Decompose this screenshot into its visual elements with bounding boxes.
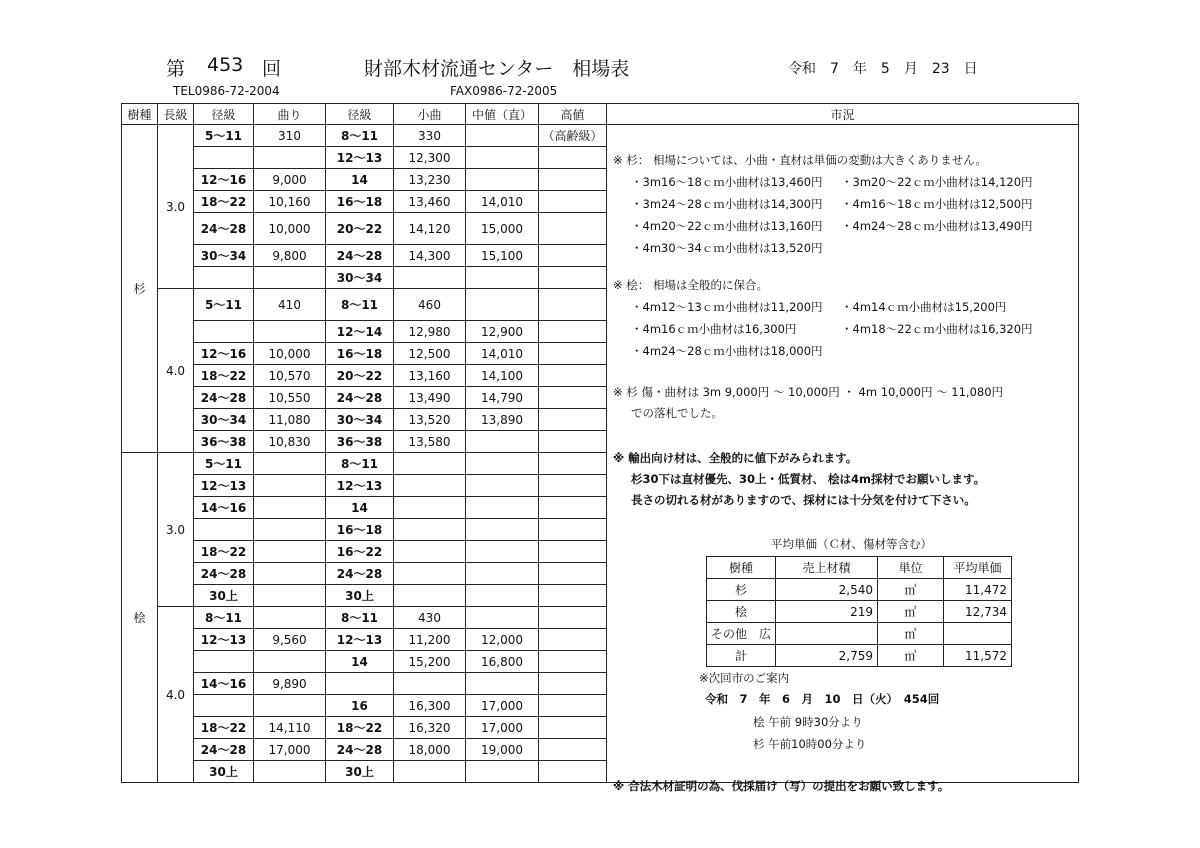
small-curve-price-cell xyxy=(394,453,466,475)
small-curve-price-cell: 460 xyxy=(394,289,466,321)
market-hinoki-head: ※ 桧： 相場は全般的に保合。 xyxy=(613,278,768,292)
diameter-a-cell: 18〜22 xyxy=(194,191,254,213)
avg-cell: その他 広 xyxy=(707,623,776,645)
high-price-cell xyxy=(539,147,607,169)
high-price-cell xyxy=(539,585,607,607)
diameter-a-cell: 14〜16 xyxy=(194,497,254,519)
average-price-table xyxy=(706,556,1012,667)
market-next-date: 令和 7 年 6 月 10 日（火） 454回 xyxy=(705,692,940,706)
avg-row xyxy=(707,601,1012,623)
market-hinoki-1b: ・4m14ｃｍ小曲材は15,200円 xyxy=(841,300,1007,314)
curved-price-cell: 11,080 xyxy=(254,409,326,431)
market-damage-1: ※ 杉 傷・曲材は 3m 9,000円 〜 10,000円 ・ 4m 10,000円 〜 11,080円 xyxy=(613,385,1004,399)
avg-row xyxy=(707,623,1012,645)
mid-price-cell xyxy=(466,585,539,607)
mid-price-cell: 16,800 xyxy=(466,651,539,673)
diameter-a-cell xyxy=(194,695,254,717)
curved-price-cell xyxy=(254,651,326,673)
small-curve-price-cell xyxy=(394,475,466,497)
curved-price-cell xyxy=(254,541,326,563)
market-conditions xyxy=(607,125,1079,793)
mid-price-cell: 12,000 xyxy=(466,629,539,651)
small-curve-price-cell xyxy=(394,519,466,541)
curved-price-cell: 9,800 xyxy=(254,245,326,267)
high-price-cell xyxy=(539,651,607,673)
mid-price-cell: 14,010 xyxy=(466,343,539,365)
high-price-cell xyxy=(539,169,607,191)
market-hinoki-1a: ・4m12〜13ｃｍ小曲材は11,200円 xyxy=(631,300,823,314)
diameter-a-cell: 24〜28 xyxy=(194,213,254,245)
small-curve-price-cell: 13,230 xyxy=(394,169,466,191)
curved-price-cell xyxy=(254,695,326,717)
mid-price-cell xyxy=(466,431,539,453)
small-curve-price-cell: 13,490 xyxy=(394,387,466,409)
small-curve-price-cell xyxy=(394,761,466,783)
high-price-cell xyxy=(539,519,607,541)
avg-cell: 219 xyxy=(776,601,878,623)
high-price-cell xyxy=(539,761,607,783)
curved-price-cell: 310 xyxy=(254,125,326,147)
curved-price-cell xyxy=(254,453,326,475)
diameter-b-cell: 30上 xyxy=(326,585,394,607)
avg-header-cell: 単位 xyxy=(878,557,944,579)
curved-price-cell: 14,110 xyxy=(254,717,326,739)
high-price-cell xyxy=(539,321,607,343)
species-cell: 杉 xyxy=(122,125,158,453)
diameter-b-cell: 16〜18 xyxy=(326,519,394,541)
diameter-b-cell: 30〜34 xyxy=(326,267,394,289)
avg-cell: 12,734 xyxy=(944,601,1012,623)
curved-price-cell: 10,830 xyxy=(254,431,326,453)
avg-cell: 11,572 xyxy=(944,645,1012,667)
high-price-cell xyxy=(539,739,607,761)
curved-price-cell xyxy=(254,497,326,519)
diameter-b-cell: 14 xyxy=(326,651,394,673)
col-small-curve: 小曲 xyxy=(394,104,466,125)
high-price-cell xyxy=(539,695,607,717)
diameter-b-cell: 30上 xyxy=(326,761,394,783)
avg-cell: 計 xyxy=(707,645,776,667)
mid-price-cell: 13,890 xyxy=(466,409,539,431)
small-curve-price-cell: 11,200 xyxy=(394,629,466,651)
mid-price-cell xyxy=(466,267,539,289)
curved-price-cell xyxy=(254,475,326,497)
diameter-a-cell: 12〜13 xyxy=(194,629,254,651)
report-date: 令和 7 年 5 月 23 日 xyxy=(788,61,978,77)
diameter-b-cell: 8〜11 xyxy=(326,125,394,147)
market-hinoki-3a: ・4m24〜28ｃｍ小曲材は18,000円 xyxy=(631,344,823,358)
avg-cell: 杉 xyxy=(707,579,776,601)
length-cell: 3.0 xyxy=(158,453,194,607)
high-price-cell xyxy=(539,453,607,475)
curved-price-cell: 10,160 xyxy=(254,191,326,213)
title-kai: 回 xyxy=(262,58,282,80)
diameter-a-cell: 18〜22 xyxy=(194,365,254,387)
diameter-a-cell: 8〜11 xyxy=(194,607,254,629)
mid-price-cell xyxy=(466,607,539,629)
avg-header-cell: 売上材積 xyxy=(776,557,878,579)
curved-price-cell: 9,560 xyxy=(254,629,326,651)
diameter-a-cell: 18〜22 xyxy=(194,541,254,563)
market-damage-2: での落札でした。 xyxy=(631,406,723,420)
diameter-b-cell: 12〜13 xyxy=(326,475,394,497)
diameter-b-cell: 12〜13 xyxy=(326,147,394,169)
table-header-row xyxy=(122,104,1079,125)
diameter-b-cell: 24〜28 xyxy=(326,387,394,409)
title-dai: 第 xyxy=(166,58,186,80)
col-diameter-a: 径級 xyxy=(194,104,254,125)
diameter-a-cell: 30〜34 xyxy=(194,245,254,267)
curved-price-cell: 10,570 xyxy=(254,365,326,387)
market-sugi-2a: ・3m24〜28ｃｍ小曲材は14,300円 xyxy=(631,197,823,211)
diameter-a-cell: 12〜16 xyxy=(194,169,254,191)
market-avg-title: 平均単価（Ｃ材、傷材等含む） xyxy=(771,537,932,551)
mid-price-cell xyxy=(466,453,539,475)
curved-price-cell: 10,000 xyxy=(254,343,326,365)
high-price-cell: （高齢級） xyxy=(539,125,607,147)
high-price-cell xyxy=(539,717,607,739)
diameter-a-cell: 12〜16 xyxy=(194,343,254,365)
avg-header-cell: 平均単価 xyxy=(944,557,1012,579)
high-price-cell xyxy=(539,497,607,519)
page-title: 財部木材流通センター 相場表 xyxy=(364,58,630,80)
mid-price-cell xyxy=(466,475,539,497)
curved-price-cell xyxy=(254,585,326,607)
diameter-b-cell: 30〜34 xyxy=(326,409,394,431)
curved-price-cell xyxy=(254,519,326,541)
curved-price-cell: 17,000 xyxy=(254,739,326,761)
col-curved: 曲り xyxy=(254,104,326,125)
diameter-b-cell: 24〜28 xyxy=(326,245,394,267)
mid-price-cell: 15,100 xyxy=(466,245,539,267)
curved-price-cell xyxy=(254,267,326,289)
high-price-cell xyxy=(539,245,607,267)
diameter-b-cell: 16〜22 xyxy=(326,541,394,563)
curved-price-cell xyxy=(254,761,326,783)
market-next-sugi: 杉 午前10時00分より xyxy=(753,737,867,751)
small-curve-price-cell: 13,580 xyxy=(394,431,466,453)
avg-cell: 桧 xyxy=(707,601,776,623)
diameter-a-cell xyxy=(194,147,254,169)
mid-price-cell xyxy=(466,147,539,169)
mid-price-cell xyxy=(466,563,539,585)
high-price-cell xyxy=(539,343,607,365)
small-curve-price-cell xyxy=(394,497,466,519)
high-price-cell xyxy=(539,475,607,497)
diameter-a-cell xyxy=(194,267,254,289)
avg-row xyxy=(707,645,1012,667)
small-curve-price-cell: 13,520 xyxy=(394,409,466,431)
small-curve-price-cell: 12,500 xyxy=(394,343,466,365)
market-export-3: 長さの切れる材がありますので、採材には十分気を付けて下さい。 xyxy=(631,493,976,507)
market-hinoki-2b: ・4m18〜22ｃｍ小曲材は16,320円 xyxy=(841,322,1033,336)
avg-cell xyxy=(944,623,1012,645)
mid-price-cell: 14,100 xyxy=(466,365,539,387)
small-curve-price-cell: 430 xyxy=(394,607,466,629)
market-next-title: ※次回市のご案内 xyxy=(699,671,790,685)
avg-cell: 2,759 xyxy=(776,645,878,667)
col-market: 市況 xyxy=(607,104,1079,125)
high-price-cell xyxy=(539,289,607,321)
mid-price-cell: 17,000 xyxy=(466,717,539,739)
small-curve-price-cell: 16,320 xyxy=(394,717,466,739)
small-curve-price-cell xyxy=(394,267,466,289)
market-sugi-2b: ・4m16〜18ｃｍ小曲材は12,500円 xyxy=(841,197,1033,211)
high-price-cell xyxy=(539,365,607,387)
curved-price-cell xyxy=(254,607,326,629)
mid-price-cell: 12,900 xyxy=(466,321,539,343)
curved-price-cell xyxy=(254,321,326,343)
diameter-b-cell: 12〜14 xyxy=(326,321,394,343)
curved-price-cell: 410 xyxy=(254,289,326,321)
diameter-a-cell: 14〜16 xyxy=(194,673,254,695)
diameter-b-cell: 20〜22 xyxy=(326,365,394,387)
mid-price-cell xyxy=(466,541,539,563)
auction-number: 453 xyxy=(207,54,244,76)
high-price-cell xyxy=(539,541,607,563)
diameter-a-cell: 5〜11 xyxy=(194,453,254,475)
curved-price-cell xyxy=(254,147,326,169)
diameter-b-cell: 16〜18 xyxy=(326,191,394,213)
diameter-b-cell: 14 xyxy=(326,169,394,191)
market-sugi-3b: ・4m24〜28ｃｍ小曲材は13,490円 xyxy=(841,219,1033,233)
diameter-b-cell: 20〜22 xyxy=(326,213,394,245)
market-sugi-4a: ・4m30〜34ｃｍ小曲材は13,520円 xyxy=(631,241,823,255)
mid-price-cell: 17,000 xyxy=(466,695,539,717)
length-cell: 4.0 xyxy=(158,607,194,783)
mid-price-cell: 19,000 xyxy=(466,739,539,761)
high-price-cell xyxy=(539,563,607,585)
avg-header-cell: 樹種 xyxy=(707,557,776,579)
market-legal: ※ 合法木材証明の為、伐採届け（写）の提出をお願い致します。 xyxy=(613,779,950,793)
curved-price-cell xyxy=(254,563,326,585)
high-price-cell xyxy=(539,607,607,629)
small-curve-price-cell: 13,460 xyxy=(394,191,466,213)
diameter-a-cell: 5〜11 xyxy=(194,289,254,321)
market-sugi-3a: ・4m20〜22ｃｍ小曲材は13,160円 xyxy=(631,219,823,233)
diameter-b-cell: 14 xyxy=(326,497,394,519)
avg-cell xyxy=(776,623,878,645)
diameter-a-cell xyxy=(194,519,254,541)
small-curve-price-cell: 15,200 xyxy=(394,651,466,673)
col-mid-straight: 中値（直） xyxy=(466,104,539,125)
mid-price-cell xyxy=(466,289,539,321)
avg-header-row xyxy=(707,557,1012,579)
col-species: 樹種 xyxy=(122,104,158,125)
diameter-a-cell: 30〜34 xyxy=(194,409,254,431)
fax-number: FAX0986-72-2005 xyxy=(450,84,558,98)
high-price-cell xyxy=(539,387,607,409)
market-sugi-head: ※ 杉： 相場については、小曲・直材は単価の変動は大きくありません。 xyxy=(613,153,987,167)
mid-price-cell xyxy=(466,519,539,541)
high-price-cell xyxy=(539,673,607,695)
market-export-1: ※ 輸出向け材は、全般的に値下がみられます。 xyxy=(613,451,858,465)
diameter-b-cell: 12〜13 xyxy=(326,629,394,651)
mid-price-cell xyxy=(466,673,539,695)
small-curve-price-cell xyxy=(394,541,466,563)
diameter-a-cell: 18〜22 xyxy=(194,717,254,739)
small-curve-price-cell: 330 xyxy=(394,125,466,147)
avg-cell: ㎥ xyxy=(878,645,944,667)
small-curve-price-cell: 14,120 xyxy=(394,213,466,245)
small-curve-price-cell: 16,300 xyxy=(394,695,466,717)
diameter-a-cell: 5〜11 xyxy=(194,125,254,147)
length-cell: 4.0 xyxy=(158,289,194,453)
col-length: 長級 xyxy=(158,104,194,125)
diameter-b-cell: 24〜28 xyxy=(326,563,394,585)
diameter-a-cell xyxy=(194,321,254,343)
diameter-b-cell: 16 xyxy=(326,695,394,717)
high-price-cell xyxy=(539,629,607,651)
small-curve-price-cell: 12,300 xyxy=(394,147,466,169)
diameter-a-cell xyxy=(194,651,254,673)
small-curve-price-cell: 14,300 xyxy=(394,245,466,267)
avg-cell: 2,540 xyxy=(776,579,878,601)
diameter-b-cell: 16〜18 xyxy=(326,343,394,365)
mid-price-cell: 14,010 xyxy=(466,191,539,213)
mid-price-cell xyxy=(466,169,539,191)
diameter-a-cell: 24〜28 xyxy=(194,739,254,761)
diameter-b-cell: 18〜22 xyxy=(326,717,394,739)
diameter-a-cell: 30上 xyxy=(194,761,254,783)
col-diameter-b: 径級 xyxy=(326,104,394,125)
avg-row xyxy=(707,579,1012,601)
small-curve-price-cell xyxy=(394,563,466,585)
diameter-b-cell: 8〜11 xyxy=(326,607,394,629)
mid-price-cell xyxy=(466,761,539,783)
diameter-a-cell: 30上 xyxy=(194,585,254,607)
diameter-a-cell: 24〜28 xyxy=(194,387,254,409)
high-price-cell xyxy=(539,431,607,453)
high-price-cell xyxy=(539,213,607,245)
diameter-b-cell: 36〜38 xyxy=(326,431,394,453)
curved-price-cell: 10,550 xyxy=(254,387,326,409)
small-curve-price-cell: 13,160 xyxy=(394,365,466,387)
col-high: 高値 xyxy=(539,104,607,125)
diameter-a-cell: 12〜13 xyxy=(194,475,254,497)
small-curve-price-cell xyxy=(394,585,466,607)
species-cell: 桧 xyxy=(122,453,158,783)
tel-number: TEL0986-72-2004 xyxy=(173,84,280,98)
diameter-b-cell: 24〜28 xyxy=(326,739,394,761)
small-curve-price-cell: 18,000 xyxy=(394,739,466,761)
high-price-cell xyxy=(539,191,607,213)
price-table xyxy=(121,103,1079,793)
diameter-b-cell: 8〜11 xyxy=(326,289,394,321)
small-curve-price-cell: 12,980 xyxy=(394,321,466,343)
table-row xyxy=(122,125,1079,147)
small-curve-price-cell xyxy=(394,673,466,695)
diameter-a-cell: 24〜28 xyxy=(194,563,254,585)
curved-price-cell: 9,890 xyxy=(254,673,326,695)
diameter-b-cell xyxy=(326,673,394,695)
avg-cell: ㎥ xyxy=(878,623,944,645)
avg-cell: ㎥ xyxy=(878,601,944,623)
market-hinoki-2a: ・4m16ｃｍ小曲材は16,300円 xyxy=(631,322,797,336)
diameter-b-cell: 8〜11 xyxy=(326,453,394,475)
curved-price-cell: 9,000 xyxy=(254,169,326,191)
market-sugi-1a: ・3m16〜18ｃｍ小曲材は13,460円 xyxy=(631,175,823,189)
high-price-cell xyxy=(539,267,607,289)
market-sugi-1b: ・3m20〜22ｃｍ小曲材は14,120円 xyxy=(841,175,1033,189)
avg-cell: ㎥ xyxy=(878,579,944,601)
avg-cell: 11,472 xyxy=(944,579,1012,601)
high-price-cell xyxy=(539,409,607,431)
market-next-hinoki: 桧 午前 9時30分より xyxy=(753,715,863,729)
mid-price-cell xyxy=(466,125,539,147)
length-cell: 3.0 xyxy=(158,125,194,289)
mid-price-cell: 15,000 xyxy=(466,213,539,245)
diameter-a-cell: 36〜38 xyxy=(194,431,254,453)
market-export-2: 杉30下は直材優先、30上・低質材、 桧は4m採材でお願いします。 xyxy=(631,472,986,486)
mid-price-cell xyxy=(466,497,539,519)
curved-price-cell: 10,000 xyxy=(254,213,326,245)
mid-price-cell: 14,790 xyxy=(466,387,539,409)
